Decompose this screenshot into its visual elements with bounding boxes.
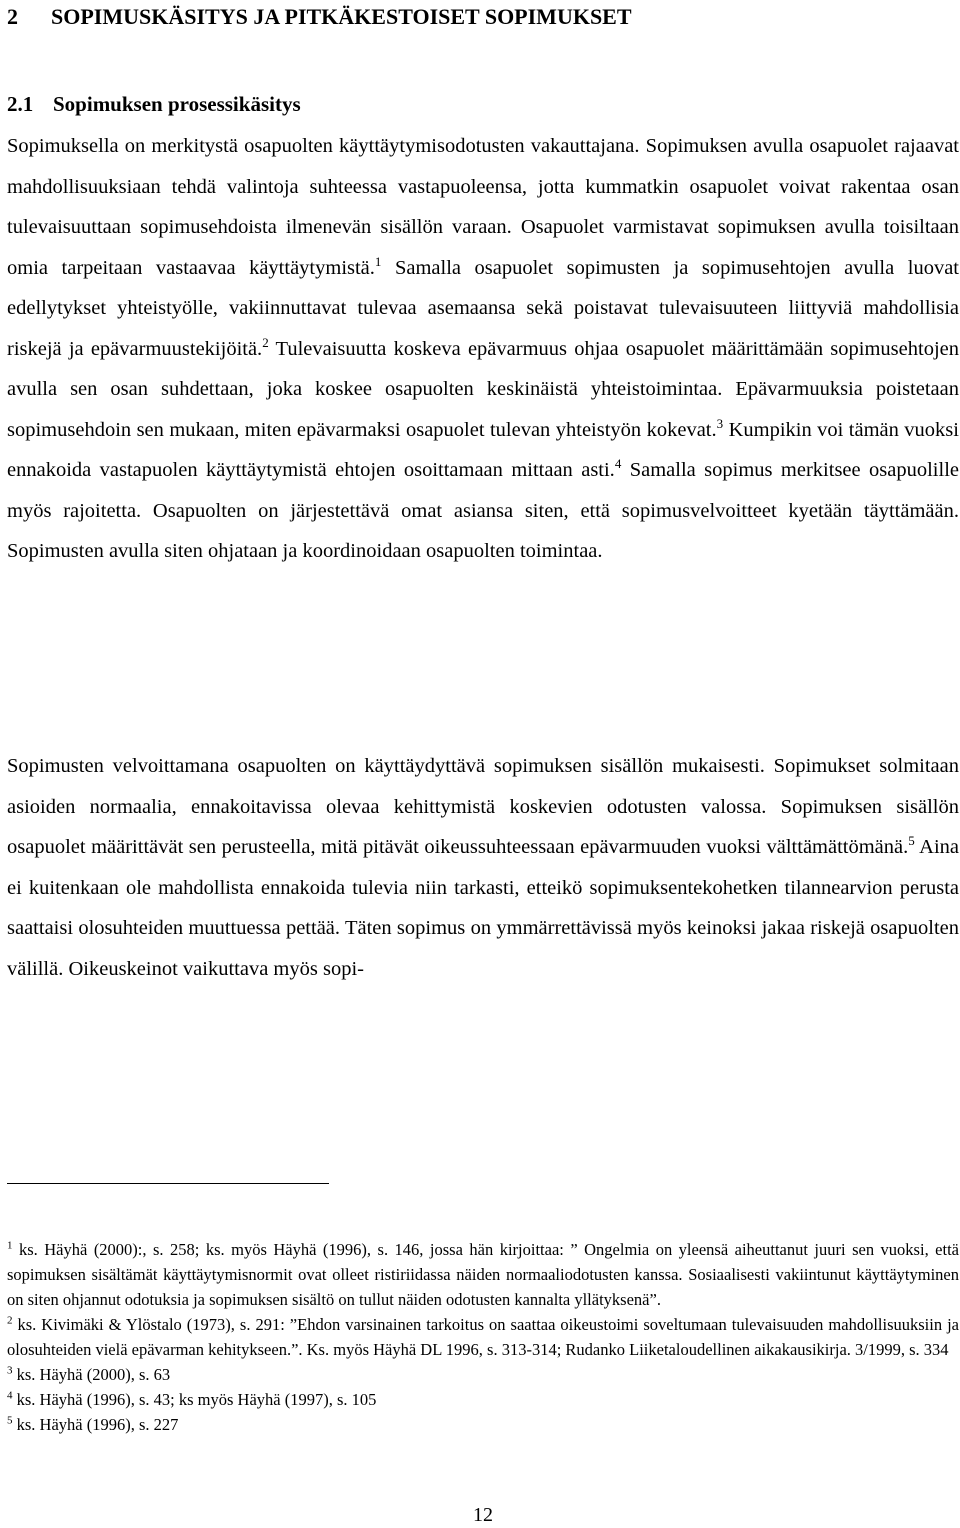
footnote-separator: [7, 1183, 329, 1184]
footnote-reference: 4: [614, 456, 622, 472]
footnote-text: ks. Häyhä (1996), s. 227: [12, 1415, 179, 1434]
footnote: [7, 1237, 959, 1312]
section-heading: [7, 91, 301, 117]
footnote: [7, 1412, 959, 1437]
paragraph-text: Samalla osapuolet sopimusten ja sopimusehtojen avulla luovat edellytykset yhteistyölle, vakiinnuttavat tulevaa asemaansa sekä poistavat tulevaisuuteen liittyviä mahdollisia riskejä ja epävarmuustekijöitä.: [7, 256, 959, 360]
paragraph-text: Kumpikin voi tämän vuoksi ennakoida vastapuolen käyttäytymistä ehtojen osoittamaan mittaan asti.: [7, 418, 959, 481]
paragraph-text: Sopimusten velvoittamana osapuolten on käyttäydyttävä sopimuksen sisällön mukaisesti. Sopimukset solmitaan asioiden normaalia, ennakoitavissa olevaa kehittymistä koskevien odotusten valossa. Sopimuksen sisällön osapuolet määrittävät sen perusteella, mitä pitävät oikeussuhteessaan epävarmuuden vuoksi välttämättömänä.: [7, 755, 959, 858]
paragraph-text: Sopimuksella on merkitystä osapuolten käyttäytymisodotusten vakauttajana. Sopimuksen avulla osapuolet rajaavat mahdollisuuksiaan tehdä valintoja suhteessa vastapuoleensa, jotta kummatkin osapuolet voivat rakentaa osan tulevaisuuttaan sopimusehdoista ilmenevän sisällön varaan. Osapuolet varmistavat sopimuksen avulla toisiltaan omia tarpeitaan vastaavaa käyttäytymistä.: [7, 135, 959, 279]
footnote: [7, 1387, 959, 1412]
chapter-number: 2: [7, 4, 18, 29]
footnote-mark: 3: [7, 1364, 13, 1377]
footnote-mark: 2: [7, 1314, 13, 1327]
paragraph-text: Aina ei kuitenkaan ole mahdollista ennakoida tulevia niin tarkasti, etteikö sopimuksentekohetken tilannearvion perusta saattaisi olosuhteiden muuttuessa pettää. Täten sopimus on ymmärrettävissä myös keinoksi jakaa riskejä osapuolten välillä. Oikeuskeinot vaikuttava myös sopi-: [7, 836, 960, 980]
footnote-mark: 4: [7, 1389, 13, 1402]
footnote-reference: 2: [262, 334, 269, 350]
footnote-reference: 1: [374, 253, 382, 269]
footnotes: [7, 1237, 959, 1437]
page-number: 12: [473, 1504, 493, 1526]
footnote-text: ks. Häyhä (2000):, s. 258; ks. myös Häyhä (1996), s. 146, jossa hän kirjoittaa: ” Ongelmia on yleensä aiheuttanut juuri sen vuoksi, että sopimuksen sisältämät käyttäytymisnormit ovat olleet ristiriidassa näiden normaaliodotusten kanssa. Sosiaalisesti vakiintunut käyttäytyminen on siten ohjannut odotuksia ja sopimuksen sisältö on tullut näiden odotusten kannalta yllätyksenä”.: [7, 1240, 959, 1309]
footnote-text: ks. Häyhä (1996), s. 43; ks myös Häyhä (1997), s. 105: [12, 1390, 377, 1409]
chapter-title: SOPIMUSKÄSITYS JA PITKÄKESTOISET SOPIMUKSET: [51, 4, 632, 29]
footnote-mark: 5: [7, 1414, 13, 1427]
footnote-reference: 5: [908, 833, 915, 849]
footnote-text: ks. Häyhä (2000), s. 63: [12, 1365, 171, 1384]
footnote: [7, 1362, 959, 1387]
paragraph-text: Tulevaisuutta koskeva epävarmuus ohjaa osapuolet määrittämään sopimusehtojen avulla sen osan suhdettaan, joka koskee osapuolten keskinäistä yhteistoimintaa. Epävarmuuksia poistetaan sopimusehdoin sen mukaan, miten epävarmaksi osapuolet tulevan yhteistyön kokevat.: [7, 337, 959, 441]
section-title: Sopimuksen prosessikäsitys: [53, 92, 301, 116]
paragraph-text: Samalla sopimus merkitsee osapuolille myös rajoitetta. Osapuolten on järjestettävä omat asiansa siten, että sopimusvelvoitteet kyetään täyttämään. Sopimusten avulla siten ohjataan ja koordinoidaan osapuolten toimintaa.: [7, 459, 959, 562]
footnote-mark: 1: [7, 1239, 13, 1252]
footnote-reference: 3: [716, 415, 724, 431]
footnote-text: ks. Kivimäki & Ylöstalo (1973), s. 291: ”Ehdon varsinainen tarkoitus on saattaa oikeustoimi soveltumaan tulevaisuuden mahdollisuuksiin ja olosuhteiden vielä epävarman kehitykseen.”. Ks. myös Häyhä DL 1996, s. 313-314; Rudanko Liiketaloudellinen aikakausikirja. 3/1999, s. 334: [7, 1315, 959, 1359]
body-paragraph-2: [7, 746, 959, 989]
chapter-heading: [7, 4, 632, 30]
section-number: 2.1: [7, 92, 34, 116]
footnote: [7, 1312, 959, 1362]
document-page: [7, 0, 959, 1528]
body-paragraph-1: [7, 126, 959, 572]
